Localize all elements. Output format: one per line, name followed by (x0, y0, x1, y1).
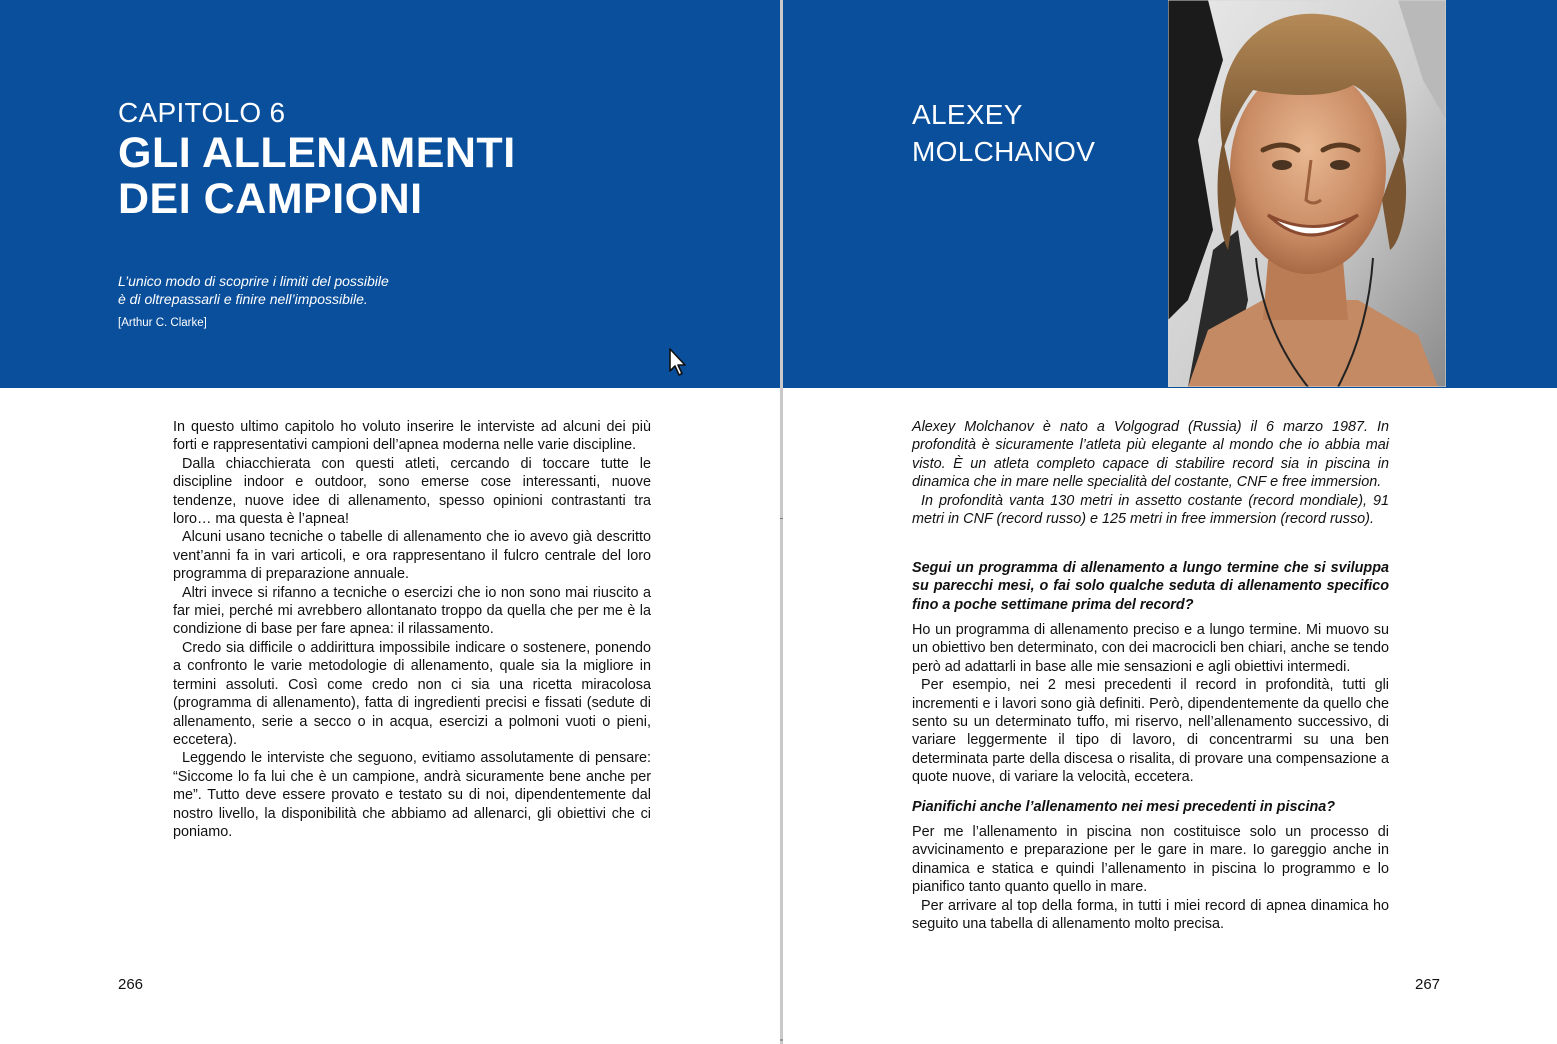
athlete-header-band (783, 0, 1557, 388)
epigraph-line: L’unico modo di scoprire i limiti del possibile (118, 273, 389, 289)
answer-paragraph: Per esempio, nei 2 mesi precedenti il record in profondità, tutti gli incrementi e i lavori sono già definiti. Però, dipendentemente da quello che sento su un determinato tuffo, mi riservo, nell’allenamento successivo, di variare leggermente il tipo di lavoro, di concentrarmi su una ben determinata parte della discesa o risalita, di provare una compensazione a quote nuove, di variare la velocità, eccetera. (912, 677, 1389, 786)
epigraph-line: è di oltrepassarli e finire nell’impossibile. (118, 291, 368, 307)
page-number: 266 (118, 976, 144, 993)
chapter-intro-text (173, 418, 651, 841)
answer-paragraph: Per arrivare al top della forma, in tutti i miei record di apnea dinamica ho seguito una tabella di allenamento molto precisa. (912, 897, 1389, 933)
athlete-name-line: MOLCHANOV (912, 136, 1096, 167)
athlete-portrait-photo (1168, 0, 1446, 387)
paragraph: Altri invece si rifanno a tecniche o esercizi che io non sono mai riuscito a far miei, perché mi avrebbero allontanato troppo da quella che per me è la condizione di base per fare apnea: il rilassamento. (173, 584, 651, 638)
chapter-title-line: DEI CAMPIONI (118, 175, 423, 223)
athlete-bio (912, 418, 1389, 528)
interview-question (912, 559, 1389, 614)
paragraph: Credo sia difficile o addirittura impossibile indicare o sostenere, ponendo a confronto le varie metodologie di allenamento, quale sia la migliore in termini assoluti. Così come credo non ci sia una ricetta miracolosa (programma di allenamento), fatta di ingredienti precisi e fissati (sedute di allenamento, serie a secco o in acqua, esercizi a polmoni vuoti o pieni, eccetera). (173, 639, 651, 748)
paragraph: Alcuni usano tecniche o tabelle di allenamento che io avevo già descritto vent’anni fa in vari articoli, e ora rappresentano il fulcro centrale del loro programma di preparazione annuale. (173, 529, 651, 583)
paragraph: In questo ultimo capitolo ho voluto inserire le interviste ad alcuni dei più forti e rappresentativi campioni dell’apnea moderna nelle varie discipline. (173, 419, 651, 454)
interview-answer (912, 823, 1389, 933)
chapter-title (118, 130, 516, 222)
paragraph: Leggendo le interviste che seguono, evitiamo assolutamente di pensare: “Siccome lo fa lui che è un campione, andrà sicuramente bene anche per me”. Tutto deve essere provato e testato su di noi, dipendentemente dal nostro livello, la disponibilità che abbiamo ad allenarci, gli obiettivi che ci poniamo. (173, 750, 651, 840)
question-text: Pianifichi anche l’allenamento nei mesi precedenti in piscina? (912, 799, 1336, 815)
chapter-header-band (0, 0, 780, 388)
athlete-name-line: ALEXEY (912, 99, 1023, 130)
interview-answer (912, 621, 1389, 787)
chapter-label: CAPITOLO 6 (118, 97, 286, 128)
right-page (783, 0, 1557, 1044)
bio-paragraph: Alexey Molchanov è nato a Volgograd (Russia) il 6 marzo 1987. In profondità è sicuramente l’atleta più elegante al mondo che io abbia mai visto. È un atleta completo capace di stabilire record sia in piscina in dinamica che in mare nelle specialità del costante, CNF e free immersion. (912, 419, 1389, 491)
bio-paragraph: In profondità vanta 130 metri in assetto costante (record mondiale), 91 metri in CNF (record russo) e 125 metri in free immersion (record russo). (912, 492, 1389, 528)
athlete-name (912, 96, 1095, 170)
question-text: Segui un programma di allenamento a lungo termine che si sviluppa su parecchi mesi, o fai solo qualche seduta di allenamento specifico fino a poche settimane prima del record? (912, 560, 1389, 613)
mouse-pointer-icon (668, 347, 688, 377)
epigraph-attribution: [Arthur C. Clarke] (118, 317, 207, 329)
page-number: 267 (1415, 976, 1441, 993)
interview-question (912, 798, 1389, 816)
answer-paragraph: Ho un programma di allenamento preciso e a lungo termine. Mi muovo su un obiettivo ben determinato, con dei macrocicli ben chiari, anche se tendo però ad adattarli in base alle mie sensazioni e agli obiettivi intermedi. (912, 622, 1389, 675)
chapter-title-line: GLI ALLENAMENTI (118, 129, 516, 177)
epigraph (118, 272, 389, 308)
paragraph: Dalla chiacchierata con questi atleti, cercando di toccare tutte le discipline indoor e outdoor, sono emerse cose interessanti, nuove tendenze, nuove idee di allenamento, spesso opinioni contrastanti tra loro… ma questa è l’apnea! (173, 455, 651, 528)
answer-paragraph: Per me l’allenamento in piscina non costituisce solo un processo di avvicinamento e preparazione per le gare in mare. Io gareggio anche in dinamica e statica e quindi l’allenamento in piscina lo programmo e lo pianifico tanto quanto quello in mare. (912, 824, 1389, 896)
